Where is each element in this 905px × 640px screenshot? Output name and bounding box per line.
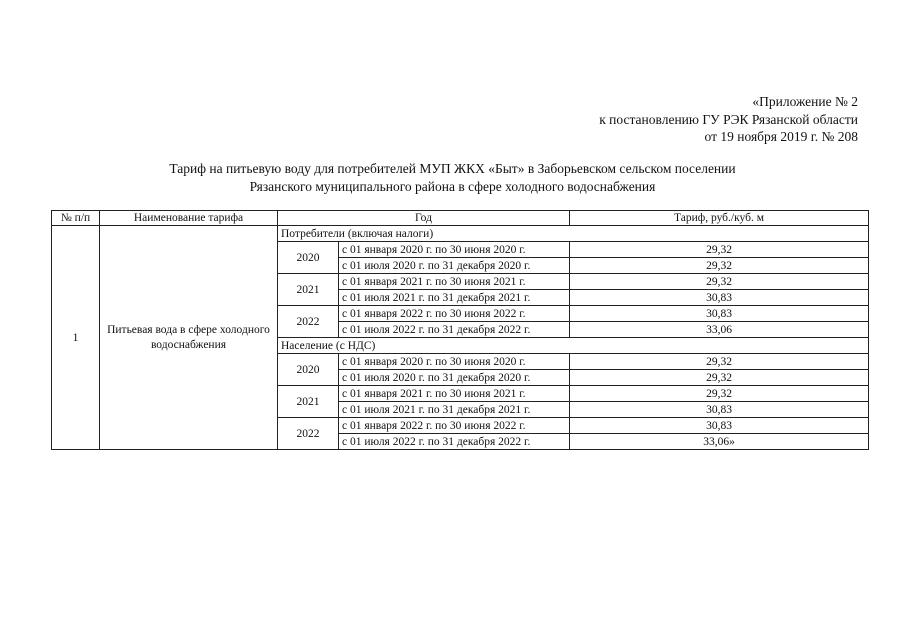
year-cell: 2020	[278, 242, 339, 274]
category-label: Потребители (включая налоги)	[278, 226, 869, 242]
period-cell: с 01 июля 2022 г. по 31 декабря 2022 г.	[339, 322, 570, 338]
appendix-header	[599, 93, 858, 146]
period-cell: с 01 января 2021 г. по 30 июня 2021 г.	[339, 386, 570, 402]
tariff-value-cell: 29,32	[570, 354, 869, 370]
tariff-value-cell: 30,83	[570, 418, 869, 434]
period-cell: с 01 июля 2021 г. по 31 декабря 2021 г.	[339, 402, 570, 418]
tariff-value-cell: 30,83	[570, 402, 869, 418]
period-cell: с 01 января 2020 г. по 30 июня 2020 г.	[339, 242, 570, 258]
header-tariff: Тариф, руб./куб. м	[570, 211, 869, 226]
title-line-2: Рязанского муниципального района в сфере холодного водоснабжения	[249, 178, 656, 194]
appendix-line-3: от 19 ноября 2019 г. № 208	[704, 129, 858, 144]
header-name: Наименование тарифа	[100, 211, 278, 226]
tariff-value-cell: 29,32	[570, 258, 869, 274]
tariff-value-cell: 29,32	[570, 274, 869, 290]
year-cell: 2020	[278, 354, 339, 386]
header-num: № п/п	[52, 211, 100, 226]
tariff-value-cell: 29,32	[570, 370, 869, 386]
tariff-value-cell: 30,83	[570, 290, 869, 306]
header-year: Год	[278, 211, 570, 226]
tariff-value-cell: 30,83	[570, 306, 869, 322]
row-number: 1	[52, 226, 100, 450]
tariff-name: Питьевая вода в сфере холодного водоснабжения	[100, 226, 278, 450]
year-cell: 2021	[278, 386, 339, 418]
title-line-1: Тариф на питьевую воду для потребителей МУП ЖКХ «Быт» в Заборьевском сельском поселении	[169, 161, 736, 176]
tariff-value-cell: 29,32	[570, 386, 869, 402]
year-cell: 2022	[278, 418, 339, 450]
tariff-value-cell: 33,06	[570, 322, 869, 338]
category-label: Население (с НДС)	[278, 338, 869, 354]
period-cell: с 01 июля 2022 г. по 31 декабря 2022 г.	[339, 434, 570, 450]
period-cell: с 01 июля 2020 г. по 31 декабря 2020 г.	[339, 370, 570, 386]
period-cell: с 01 января 2021 г. по 30 июня 2021 г.	[339, 274, 570, 290]
period-cell: с 01 июля 2021 г. по 31 декабря 2021 г.	[339, 290, 570, 306]
period-cell: с 01 января 2020 г. по 30 июня 2020 г.	[339, 354, 570, 370]
table-header-row	[52, 211, 869, 226]
tariff-value-cell: 29,32	[570, 242, 869, 258]
tariff-table	[51, 210, 869, 450]
year-cell: 2021	[278, 274, 339, 306]
document-title	[0, 160, 905, 195]
tariff-value-cell: 33,06»	[570, 434, 869, 450]
period-cell: с 01 января 2022 г. по 30 июня 2022 г.	[339, 418, 570, 434]
appendix-line-1: «Приложение № 2	[752, 94, 858, 109]
year-cell: 2022	[278, 306, 339, 338]
period-cell: с 01 июля 2020 г. по 31 декабря 2020 г.	[339, 258, 570, 274]
category-row	[52, 226, 869, 242]
tariff-body	[52, 226, 869, 450]
appendix-line-2: к постановлению ГУ РЭК Рязанской области	[599, 111, 858, 127]
period-cell: с 01 января 2022 г. по 30 июня 2022 г.	[339, 306, 570, 322]
